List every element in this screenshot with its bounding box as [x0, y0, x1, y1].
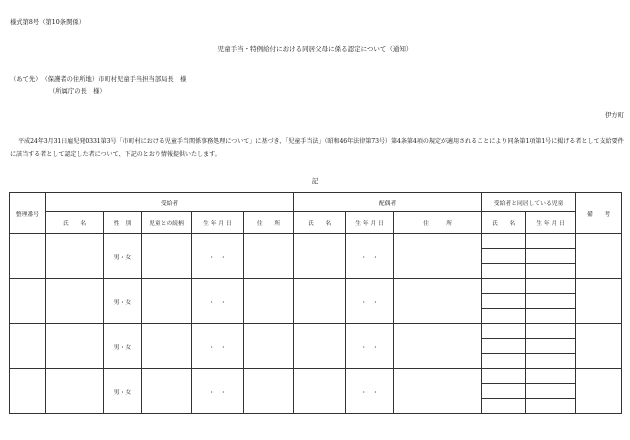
header-group-jukyusha: 受給者 [46, 193, 294, 212]
record-haigusha-name-cell [294, 234, 346, 279]
addressee-line-2: （所属庁の長 様） [49, 88, 106, 95]
record-jukyusha-birthdate-cell: ・ ・ [192, 234, 244, 279]
header-jido-birthdate: 生 年 月 日 [526, 212, 576, 234]
record-jido-birthdate-cell [526, 249, 576, 264]
record-jido-birthdate-cell [526, 354, 576, 369]
record-haigusha-name-cell [294, 279, 346, 324]
record-jido-birthdate-cell [526, 324, 576, 339]
ki-heading: 記 [311, 177, 319, 185]
record-row [10, 234, 622, 249]
record-jukyusha-address-cell [244, 324, 294, 369]
record-biko-cell [576, 234, 622, 279]
record-haigusha-name-cell [294, 324, 346, 369]
record-jukyusha-name-cell [46, 234, 104, 279]
header-jukyusha-name: 氏 名 [46, 212, 104, 234]
record-jukyusha-address-cell [244, 234, 294, 279]
record-seiri-bango-cell [10, 234, 46, 279]
record-jido-name-cell [482, 309, 526, 324]
record-jukyusha-address-cell [244, 279, 294, 324]
header-seiri-bango: 整理番号 [10, 193, 46, 234]
record-jido-birthdate-cell [526, 264, 576, 279]
record-jido-name-cell [482, 369, 526, 384]
record-jukyusha-birthdate-cell: ・ ・ [192, 279, 244, 324]
header-jukyusha-sex: 性 別 [104, 212, 142, 234]
header-jukyusha-address: 住 所 [244, 212, 294, 234]
record-jukyusha-sex-cell: 男・女 [104, 234, 142, 279]
record-biko-cell [576, 369, 622, 414]
body-paragraph: 平成24年3月31日雇児発0331第3号「市町村における児童手当関係事務処理について」に基づき、「児童手当法」（昭和46年法律第73号）第4条第4項の規定が適用されることにより同条第1項第1号に掲げる者として支給要件に該当する者として認定した者について、下記のとおり情報提供いたします。 [10, 138, 624, 158]
header-group-haigusha: 配偶者 [294, 193, 482, 212]
addressee-line-1: （あて先） （保護者の住所地）市町村児童手当担当部局長 様 [10, 76, 187, 83]
record-jido-name-cell [482, 354, 526, 369]
record-row [10, 279, 622, 294]
record-jukyusha-relation-cell [142, 369, 192, 414]
record-jido-name-cell [482, 339, 526, 354]
record-seiri-bango-cell [10, 369, 46, 414]
record-jido-birthdate-cell [526, 294, 576, 309]
form-number: 様式第8号（第10条関係） [10, 19, 85, 26]
record-jukyusha-relation-cell [142, 324, 192, 369]
record-jukyusha-birthdate-cell: ・ ・ [192, 324, 244, 369]
record-jido-name-cell [482, 279, 526, 294]
header-haigusha-name: 氏 名 [294, 212, 346, 234]
header-biko: 備 考 [576, 193, 622, 234]
header-haigusha-address: 住 所 [394, 212, 482, 234]
record-jukyusha-relation-cell [142, 234, 192, 279]
record-jukyusha-relation-cell [142, 279, 192, 324]
header-group-doukyo-jido: 受給者と同居している児童 [482, 193, 576, 212]
record-jido-name-cell [482, 234, 526, 249]
record-jukyusha-sex-cell: 男・女 [104, 369, 142, 414]
record-haigusha-birthdate-cell: ・ ・ [346, 234, 394, 279]
record-jido-name-cell [482, 384, 526, 399]
record-jukyusha-name-cell [46, 369, 104, 414]
record-haigusha-birthdate-cell: ・ ・ [346, 279, 394, 324]
record-jukyusha-address-cell [244, 369, 294, 414]
info-table [9, 192, 622, 414]
sender: 伊方町 [605, 112, 624, 119]
record-jido-name-cell [482, 399, 526, 414]
record-jido-name-cell [482, 249, 526, 264]
record-jido-name-cell [482, 324, 526, 339]
record-jido-name-cell [482, 264, 526, 279]
record-jukyusha-name-cell [46, 324, 104, 369]
header-haigusha-birthdate: 生 年 月 日 [346, 212, 394, 234]
record-jukyusha-sex-cell: 男・女 [104, 279, 142, 324]
record-jukyusha-birthdate-cell: ・ ・ [192, 369, 244, 414]
record-jukyusha-sex-cell: 男・女 [104, 324, 142, 369]
record-jido-name-cell [482, 294, 526, 309]
record-jido-birthdate-cell [526, 384, 576, 399]
record-row [10, 324, 622, 339]
document-title: 児童手当・特例給付における同居父母に係る認定について（通知） [217, 45, 413, 53]
header-jukyusha-birthdate: 生 年 月 日 [192, 212, 244, 234]
record-seiri-bango-cell [10, 279, 46, 324]
record-haigusha-name-cell [294, 369, 346, 414]
record-haigusha-address-cell [394, 369, 482, 414]
record-jido-birthdate-cell [526, 279, 576, 294]
record-jido-birthdate-cell [526, 234, 576, 249]
record-row [10, 369, 622, 384]
record-seiri-bango-cell [10, 324, 46, 369]
record-jukyusha-name-cell [46, 279, 104, 324]
record-biko-cell [576, 279, 622, 324]
record-jido-birthdate-cell [526, 309, 576, 324]
record-jido-birthdate-cell [526, 369, 576, 384]
header-jukyusha-relation: 児童との続柄 [142, 212, 192, 234]
record-haigusha-birthdate-cell: ・ ・ [346, 369, 394, 414]
record-haigusha-birthdate-cell: ・ ・ [346, 324, 394, 369]
record-haigusha-address-cell [394, 279, 482, 324]
header-jido-name: 氏 名 [482, 212, 526, 234]
record-haigusha-address-cell [394, 234, 482, 279]
record-haigusha-address-cell [394, 324, 482, 369]
record-jido-birthdate-cell [526, 399, 576, 414]
record-biko-cell [576, 324, 622, 369]
record-jido-birthdate-cell [526, 339, 576, 354]
